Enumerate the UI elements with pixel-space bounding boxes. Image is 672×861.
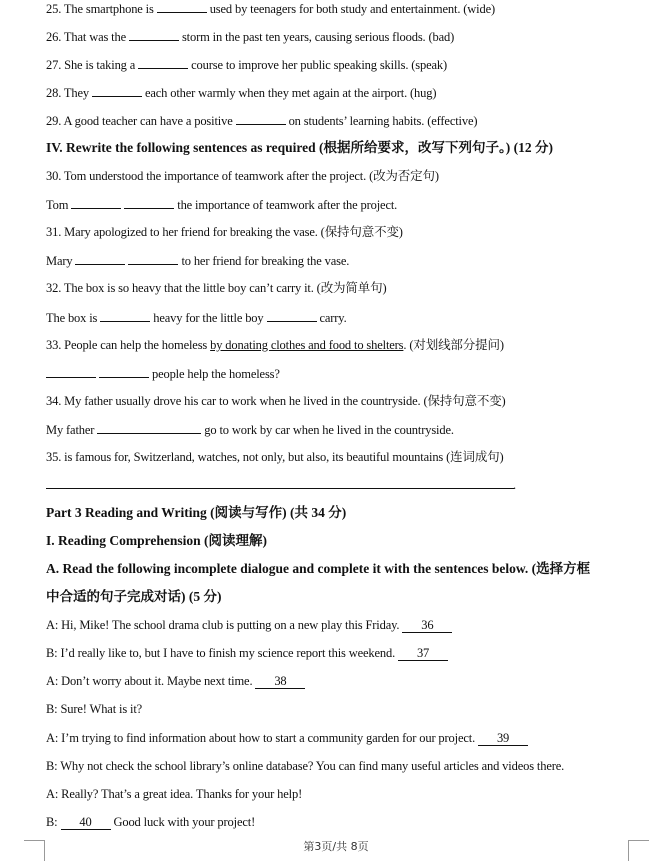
- answer-blank[interactable]: [92, 84, 142, 97]
- blank-38[interactable]: 38: [255, 675, 305, 689]
- question-28: 28. They each other warmly when they met again at the airport. (hug): [46, 86, 437, 100]
- question-30: 30. Tom understood the importance of teamwork after the project. (改为否定句): [46, 169, 439, 183]
- answer-line-30: Tom the importance of teamwork after the project.: [46, 198, 398, 212]
- dialogue-line: B: Sure! What is it?: [46, 702, 143, 716]
- part-heading: Part 3 Reading and Writing (阅读与写作) (共 34 分): [46, 505, 347, 520]
- dialogue-line: B: I’d really like to, but I have to finish my science report this weekend. 37: [46, 645, 648, 661]
- answer-blank[interactable]: [97, 421, 149, 434]
- question-26: 26. That was the storm in the past ten years, causing serious floods. (bad): [46, 30, 455, 44]
- question-27: 27. She is taking a course to improve her public speaking skills. (speak): [46, 58, 447, 72]
- answer-blank[interactable]: [129, 28, 179, 41]
- dialogue-line: B: 40 Good luck with your project!: [46, 815, 256, 829]
- answer-blank[interactable]: [149, 421, 201, 434]
- instruction-line-1: A. Read the following incomplete dialogue and complete it with the sentences below. (选择方框: [46, 561, 591, 576]
- answer-line-31: Mary to her friend for breaking the vase.: [46, 254, 350, 268]
- blank-37[interactable]: 37: [398, 647, 448, 661]
- answer-line-32: The box is heavy for the little boy carry.: [46, 311, 347, 325]
- end-mark: .: [513, 478, 517, 492]
- answer-blank[interactable]: [124, 196, 174, 209]
- answer-blank[interactable]: [99, 365, 149, 378]
- page-number: 第3页/共 8页: [303, 840, 369, 853]
- answer-blank[interactable]: [267, 309, 317, 322]
- sub-heading: I. Reading Comprehension (阅读理解): [46, 533, 268, 548]
- question-33: 33. People can help the homeless by donating clothes and food to shelters. (对划线部分提问): [46, 338, 504, 352]
- question-35: 35. is famous for, Switzerland, watches, not only, but also, its beautiful mountains (连词成句): [46, 450, 504, 464]
- answer-blank[interactable]: [75, 252, 125, 265]
- blank-36[interactable]: 36: [402, 619, 452, 633]
- question-29: 29. A good teacher can have a positive on students’ learning habits. (effective): [46, 114, 478, 128]
- question-32: 32. The box is so heavy that the little boy can’t carry it. (改为简单句): [46, 281, 387, 295]
- answer-line-34: My father go to work by car when he lived in the countryside.: [46, 423, 454, 437]
- dialogue-line: A: Really? That’s a great idea. Thanks for your help!: [46, 787, 303, 801]
- instruction-line-2: 中合适的句子完成对话) (5 分): [46, 589, 222, 604]
- answer-line-33: people help the homeless?: [46, 365, 648, 382]
- underlined-phrase: by donating clothes and food to shelters: [210, 338, 404, 352]
- dialogue-line: A: Hi, Mike! The school drama club is putting on a new play this Friday. 36: [46, 617, 648, 633]
- answer-long-line[interactable]: [46, 488, 514, 489]
- dialogue-line: B: Why not check the school library’s online database? You can find many useful articles and videos there.: [46, 759, 565, 773]
- section-heading: IV. Rewrite the following sentences as required (根据所给要求，改写下列句子。) (12 分): [46, 140, 553, 155]
- question-34: 34. My father usually drove his car to work when he lived in the countryside. (保持句意不变): [46, 394, 506, 408]
- question-25: 25. The smartphone is used by teenagers for both study and entertainment. (wide): [46, 2, 495, 16]
- answer-blank[interactable]: [100, 309, 150, 322]
- answer-blank[interactable]: [157, 0, 207, 13]
- answer-blank[interactable]: [236, 112, 286, 125]
- dialogue-line: A: I’m trying to find information about how to start a community garden for our project. 39: [46, 730, 648, 746]
- answer-blank[interactable]: [128, 252, 178, 265]
- answer-blank[interactable]: [138, 56, 188, 69]
- answer-blank[interactable]: [46, 365, 96, 378]
- question-31: 31. Mary apologized to her friend for breaking the vase. (保持句意不变): [46, 225, 403, 239]
- answer-blank[interactable]: [71, 196, 121, 209]
- blank-39[interactable]: 39: [478, 732, 528, 746]
- dialogue-line: A: Don’t worry about it. Maybe next time. 38: [46, 673, 648, 689]
- blank-40[interactable]: 40: [61, 816, 111, 830]
